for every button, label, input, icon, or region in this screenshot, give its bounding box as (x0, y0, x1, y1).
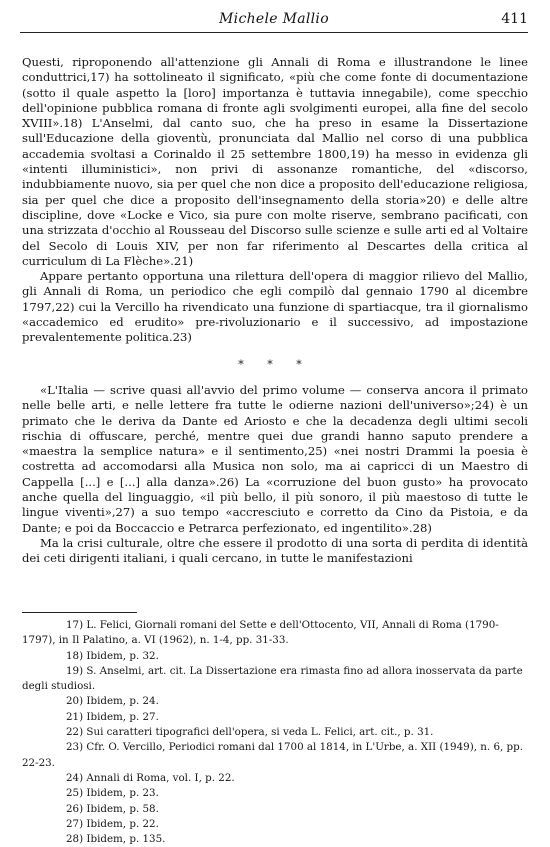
footnote (22, 771, 528, 786)
footnote-text: Ibidem, p. 32. (86, 649, 159, 662)
footnotes (22, 618, 528, 847)
section-separator: * * * (238, 357, 312, 371)
footnote-number: 22) (66, 726, 84, 739)
footnote (22, 802, 528, 817)
footnote (22, 649, 528, 664)
footnote-text: Ibidem, p. 135. (86, 833, 166, 846)
footnote (22, 694, 528, 709)
footnote (22, 618, 528, 649)
footnote-text: Annali di Roma, vol. I, p. 22. (86, 771, 235, 784)
footnote (22, 710, 528, 725)
footnote (22, 740, 528, 771)
running-title: Michele Mallio (219, 11, 329, 27)
footnote-text: Ibidem, p. 22. (86, 817, 159, 830)
paragraph: Questi, riproponendo all'attenzione gli Annali di Roma e illustrandone le linee conduttrici,17) ha sottolineato il significato, «più che come fonte di documentazione (sotto il quale aspetto la [loro] importanza è tuttavia innegabile), come specchio dell'opinione pubblica romana di fronte agli svolgimenti europei, alla fine del secolo XVIII».18) L'Anselmi, dal canto suo, che ha preso in esame la Dissertazione sull'Educazione della gioventù, pronunciata dal Mallio nel corso di una pubblica accademia svoltasi a Corinaldo il 25 settembre 1800,19) ha messo in evidenza gli «intenti illuministici», non privi di assonanze romantiche, del «discorso, indubbiamente nuovo, sia per quel che non dice a proposito dell'educazione religiosa, sia per quel che dice a proposito dell'insegnamento della storia»20) e delle altre discipline, dove «Locke e Vico, sia pure con molte riserve, sembrano pacificati, con una strizzata d'occhio al Rousseau del Discorso sulle scienze e sulle arti ed al Voltaire del Secolo di Louis XIV, per non far riferimento al Descartes della critica al curriculum di La Flèche».21) (22, 55, 528, 268)
page-header (20, 10, 528, 33)
footnote (22, 786, 528, 801)
footnote-text: Ibidem, p. 23. (86, 787, 159, 800)
footnote-number: 17) (66, 619, 84, 631)
footnote-number: 21) (66, 710, 84, 723)
paragraph: «L'Italia — scrive quasi all'avvio del primo volume — conserva ancora il primato nelle belle arti, e nelle lettere fra tutte le odierne nazioni dell'universo»;24) è un primato che le deriva da Dante ed Ariosto e che la decadenza degli ultimi secoli rischia di offuscare, perché, mentre quei due grandi hanno saputo prendere a «maestra la semplice natura» e il sentimento,25) «nei nostri Drammi la poesia è costretta ad accomodarsi alla Musica non solo, ma ai capricci di un Maestro di Cappella [...] e [...] alla danza».26) La «corruzione del buon gusto» ha provocato anche quella del linguaggio, «il più bello, il più sonoro, il più maestoso di tutte le lingue viventi»,27) a suo tempo «accresciuto e corretto da Cino da Pistoia, e da Dante; e poi da Boccaccio e Petrarca perfezionato, ed ingentilito».28) (22, 382, 528, 535)
footnote (22, 832, 528, 847)
footnote-text: L. Felici, Giornali romani del Sette e dell'Ottocento, VII, Annali di Roma (1790-1797), in Il Palatino, a. VI (1962), n. 1-4, pp. 31-33. (22, 619, 499, 647)
footnote-number: 27) (66, 817, 84, 830)
footnote-text: Sui caratteri tipografici dell'opera, si veda L. Felici, art. cit., p. 31. (86, 726, 434, 739)
page-number: 411 (501, 11, 528, 27)
footnote-number: 19) (66, 664, 84, 677)
footnote-number: 28) (66, 833, 84, 846)
footnote-number: 26) (66, 802, 84, 815)
footnote-text: Cfr. O. Vercillo, Periodici romani dal 1700 al 1814, in L'Urbe, a. XII (1949), n. 6, pp. 22-23. (22, 741, 523, 769)
footnote-text: Ibidem, p. 58. (86, 802, 159, 815)
footnote-text: S. Anselmi, art. cit. La Dissertazione era rimasta fino ad allora inosservata da parte degli studiosi. (22, 664, 523, 693)
paragraph: Ma la crisi culturale, oltre che essere il prodotto di una sorta di perdita di identità dei ceti dirigenti italiani, i quali cercano, in tutte le manifestazioni (22, 535, 528, 566)
footnote-text: Ibidem, p. 24. (86, 695, 159, 708)
footnote-text: Ibidem, p. 27. (86, 710, 159, 723)
paragraph: Appare pertanto opportuna una rilettura dell'opera di maggior rilievo del Mallio, gli Annali di Roma, un periodico che egli compilò dal gennaio 1790 al dicembre 1797,22) cui la Vercillo ha rivendicato una funzione di spartiacque, tra il giornalismo «accademico ed erudito» pre-rivoluzionario e il successivo, ad impostazione prevalentemente politica.23) (22, 269, 528, 345)
footnote-number: 20) (66, 695, 84, 708)
footnote-rule (22, 612, 137, 613)
footnote (22, 817, 528, 832)
body-text (22, 55, 528, 567)
footnote (22, 725, 528, 740)
footnote-number: 25) (66, 787, 84, 800)
footnote-number: 18) (66, 649, 84, 662)
footnote-number: 23) (66, 741, 84, 754)
footnote (22, 664, 528, 695)
footnote-number: 24) (66, 771, 84, 784)
